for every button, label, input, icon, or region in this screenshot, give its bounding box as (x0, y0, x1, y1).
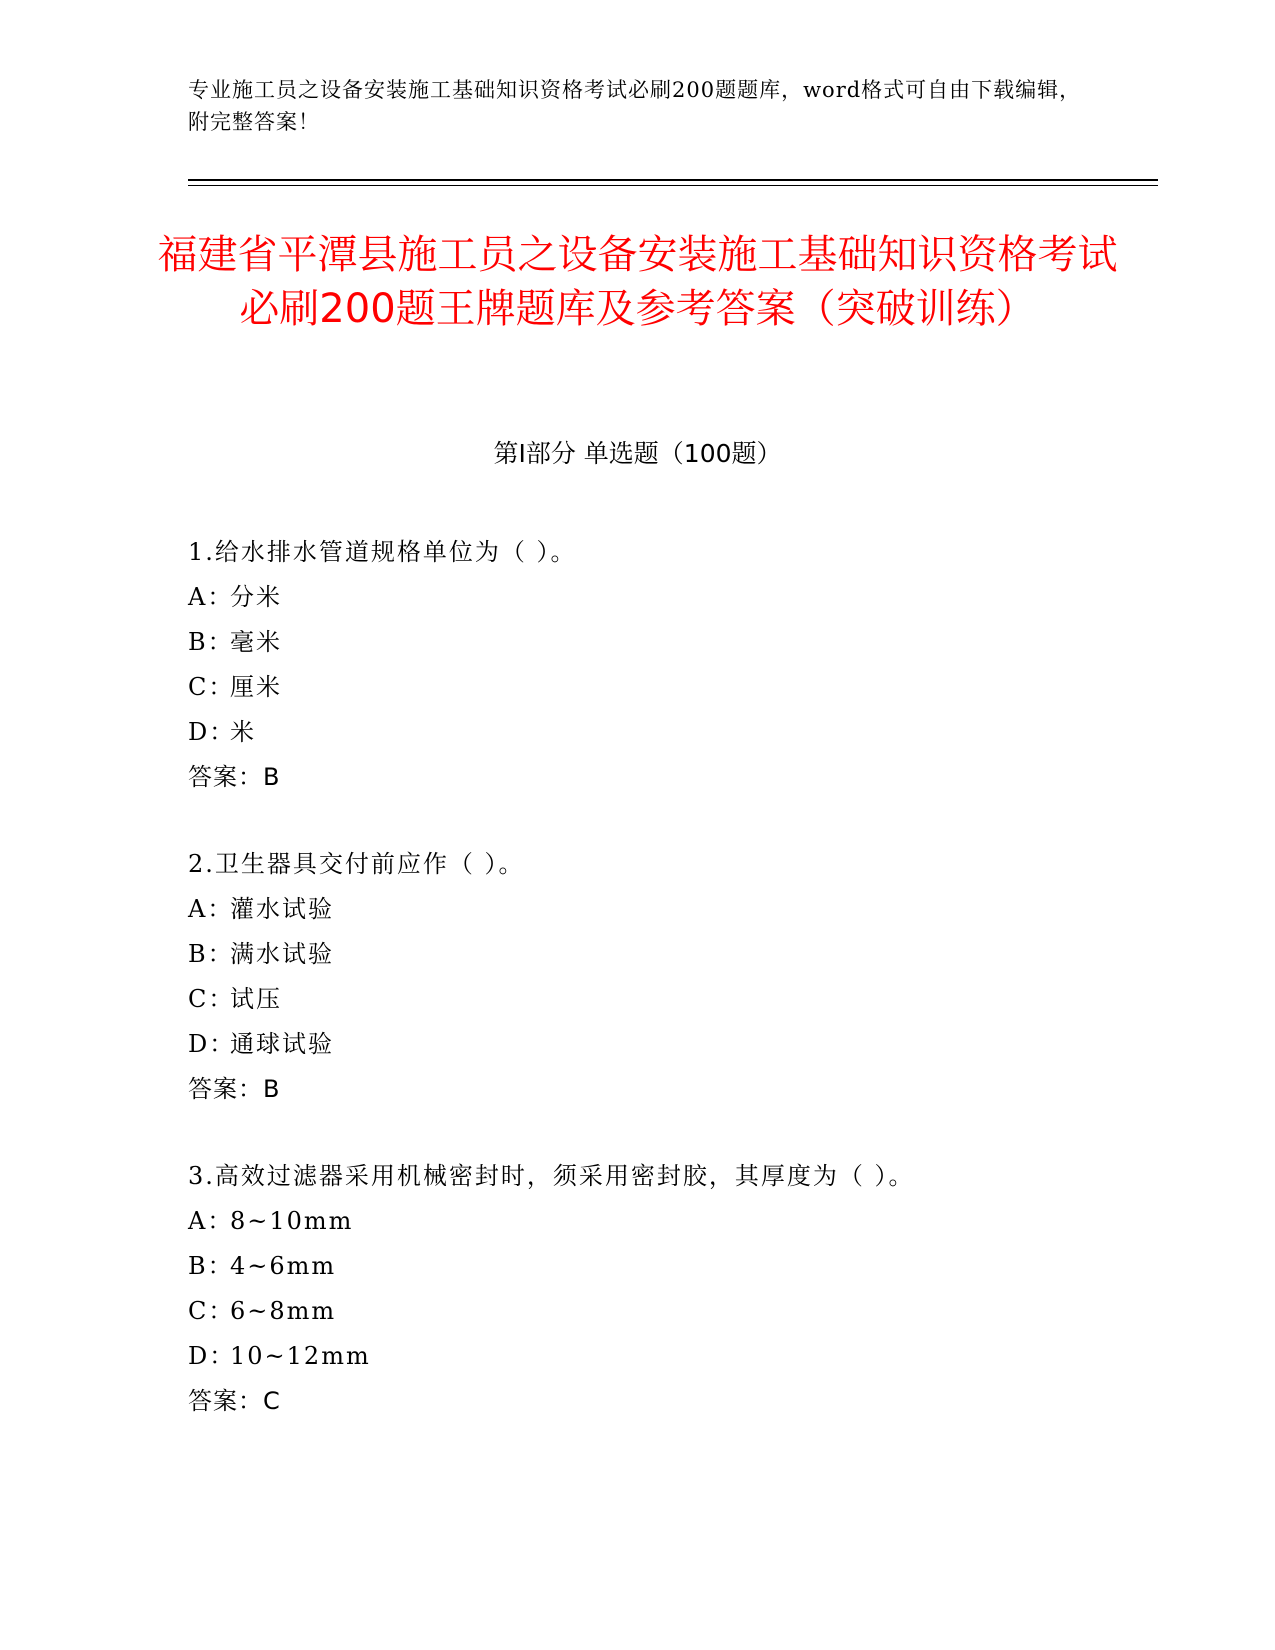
option-c (188, 1289, 1148, 1334)
option-text: 6~8mm (230, 1297, 337, 1325)
option-b (188, 1244, 1148, 1289)
option-text: 满水试验 (230, 940, 334, 968)
option-text: 8~10mm (230, 1207, 354, 1235)
option-text: 分米 (230, 583, 282, 611)
option-a (188, 575, 1148, 620)
option-key: B： (188, 1252, 234, 1280)
option-key: D： (188, 1342, 236, 1370)
option-key: D： (188, 718, 236, 746)
header-divider-thin (188, 185, 1158, 186)
option-d (188, 1334, 1148, 1379)
option-text: 4~6mm (230, 1252, 337, 1280)
option-text: 10~12mm (230, 1342, 371, 1370)
option-key: A： (188, 583, 234, 611)
answer-line: 答案：B (188, 763, 281, 791)
question-1 (188, 530, 1148, 800)
document-title: 福建省平潭县施工员之设备安装施工基础知识资格考试必刷200题王牌题库及参考答案（突破训练） (157, 232, 1118, 332)
option-key: C： (188, 1297, 235, 1325)
answer-line: 答案：C (188, 1387, 281, 1415)
option-key: C： (188, 673, 235, 701)
option-text: 通球试验 (230, 1030, 334, 1058)
question-list (188, 530, 1148, 1466)
option-c (188, 665, 1148, 710)
header-note: 专业施工员之设备安装施工基础知识资格考试必刷200题题库，word格式可自由下载编辑，附完整答案！ (188, 78, 1082, 134)
option-a (188, 1199, 1148, 1244)
question-3 (188, 1154, 1148, 1424)
option-d (188, 710, 1148, 755)
option-key: B： (188, 628, 234, 656)
section-title: 第Ⅰ部分 单选题（100题） (493, 439, 782, 468)
option-b (188, 620, 1148, 665)
option-text: 灌水试验 (230, 895, 334, 923)
header-divider-thick (188, 179, 1158, 181)
option-text: 米 (230, 718, 256, 746)
question-stem: 2.卫生器具交付前应作（ ）。 (188, 850, 525, 878)
option-key: B： (188, 940, 234, 968)
option-key: A： (188, 1207, 234, 1235)
option-text: 毫米 (230, 628, 282, 656)
option-text: 试压 (230, 985, 282, 1013)
option-key: D： (188, 1030, 236, 1058)
option-b (188, 932, 1148, 977)
option-d (188, 1022, 1148, 1067)
option-key: C： (188, 985, 235, 1013)
option-a (188, 887, 1148, 932)
question-2 (188, 842, 1148, 1112)
option-c (188, 977, 1148, 1022)
question-stem: 3.高效过滤器采用机械密封时，须采用密封胶，其厚度为（ ）。 (188, 1162, 915, 1190)
question-stem: 1.给水排水管道规格单位为（ ）。 (188, 538, 577, 566)
option-text: 厘米 (230, 673, 282, 701)
answer-line: 答案：B (188, 1075, 281, 1103)
option-key: A： (188, 895, 234, 923)
